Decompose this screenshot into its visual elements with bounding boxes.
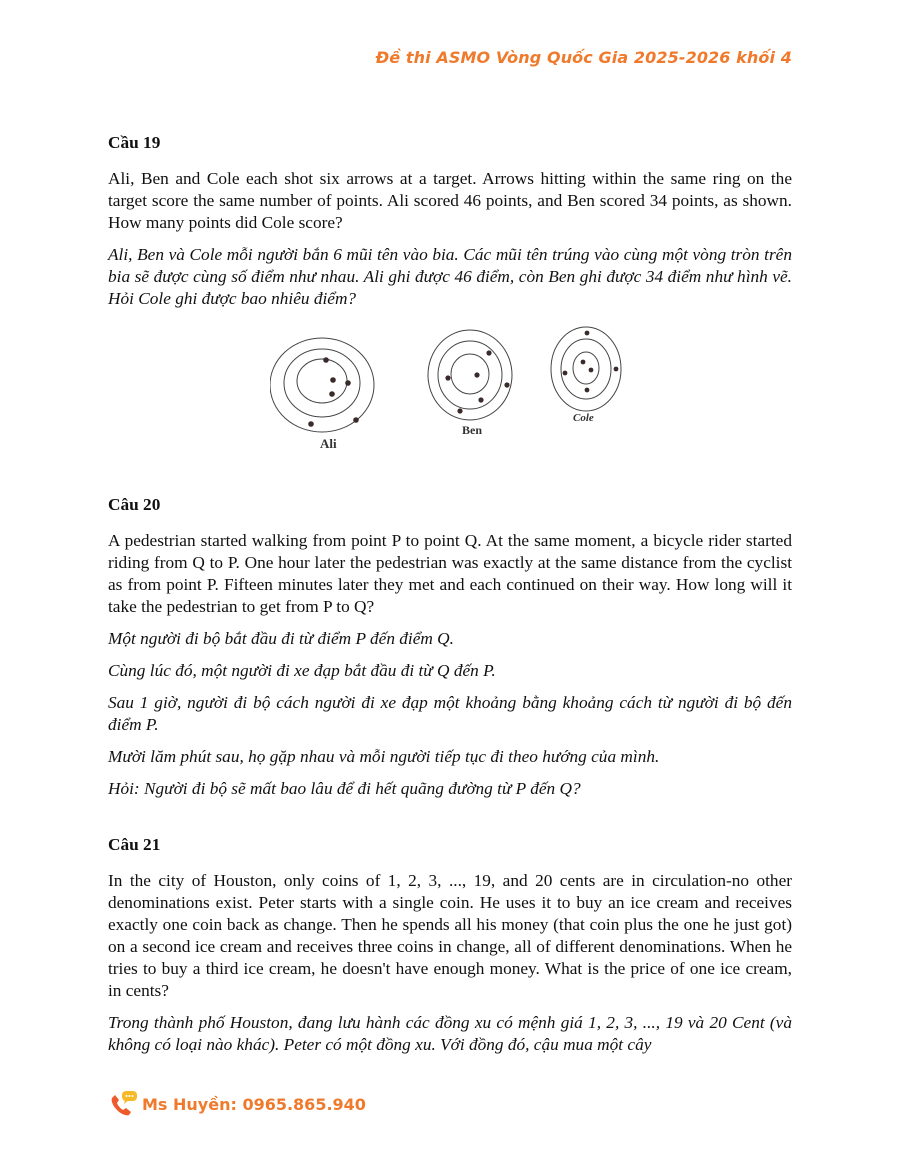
archery-targets-figure [108, 320, 792, 470]
question-19-title: Cầu 19 [108, 133, 161, 152]
footer-contact [108, 1090, 366, 1118]
question-20-vietnamese-line-4: Mười lăm phút sau, họ gặp nhau và mỗi người tiếp tục đi theo hướng của mình. [108, 747, 660, 766]
question-21-english: In the city of Houston, only coins of 1, 2, 3, ..., 19, and 20 cents are in circulation-no other denominations exist. Peter starts with a single coin. He uses it to buy an ice cream and receives exactly one coin back as change. Then he spends all his money (that coin plus the one he just got) on a second ice cream and receives three coins in change, all of different denominations. When he tries to buy a third ice cream, he doesn't have enough money. What is the price of one ice cream, in cents? [108, 871, 792, 1000]
question-20-vietnamese-line-1: Một người đi bộ bắt đầu đi từ điểm P đến điểm Q. [108, 629, 454, 648]
cole-label: Cole [573, 412, 594, 424]
question-20-vietnamese-line-2: Cùng lúc đó, một người đi xe đạp bắt đầu đi từ Q đến P. [108, 661, 496, 680]
question-20 [108, 494, 792, 800]
contact-text: Ms Huyền: 0965.865.940 [142, 1094, 366, 1114]
question-20-vietnamese-line-5: Hỏi: Người đi bộ sẽ mất bao lâu để đi hết quãng đường từ P đến Q? [108, 779, 581, 798]
question-20-title: Câu 20 [108, 495, 161, 514]
question-19-english: Ali, Ben and Cole each shot six arrows at a target. Arrows hitting within the same ring on the target score the same number of points. Ali scored 46 points, and Ben scored 34 points, as shown. How many points did Cole score? [108, 169, 792, 232]
ben-label: Ben [462, 423, 483, 437]
document-body [108, 132, 792, 1066]
question-19 [108, 132, 792, 470]
phone-chat-icon [108, 1090, 140, 1118]
question-19-vietnamese: Ali, Ben và Cole mỗi người bắn 6 mũi tên vào bia. Các mũi tên trúng vào cùng một vòng tròn trên bia sẽ được cùng số điểm như nhau. Ali ghi được 46 điểm, còn Ben ghi được 34 điểm như hình vẽ. Hỏi Cole ghi được bao nhiêu điểm? [108, 245, 792, 308]
question-20-vietnamese-line-3: Sau 1 giờ, người đi bộ cách người đi xe đạp một khoảng bằng khoảng cách từ người đi bộ đến điểm P. [108, 693, 792, 734]
question-21-vietnamese: Trong thành phố Houston, đang lưu hành các đồng xu có mệnh giá 1, 2, 3, ..., 19 và 20 Cent (và không có loại nào khác). Peter có một đồng xu. Với đồng đó, cậu mua một cây [108, 1013, 792, 1054]
ali-label: Ali [320, 436, 337, 450]
question-20-english: A pedestrian started walking from point P to point Q. At the same moment, a bicycle rider started riding from Q to P. One hour later the pedestrian was exactly at the same distance from the cyclist as from point P. Fifteen minutes later they met and each continued on their way. How long will it take the pedestrian to get from P to Q? [108, 531, 792, 616]
page-header-title: Đề thi ASMO Vòng Quốc Gia 2025-2026 khối 4 [375, 48, 792, 67]
question-21-title: Câu 21 [108, 835, 161, 854]
question-21 [108, 834, 792, 1056]
targets-illustration [270, 320, 630, 450]
